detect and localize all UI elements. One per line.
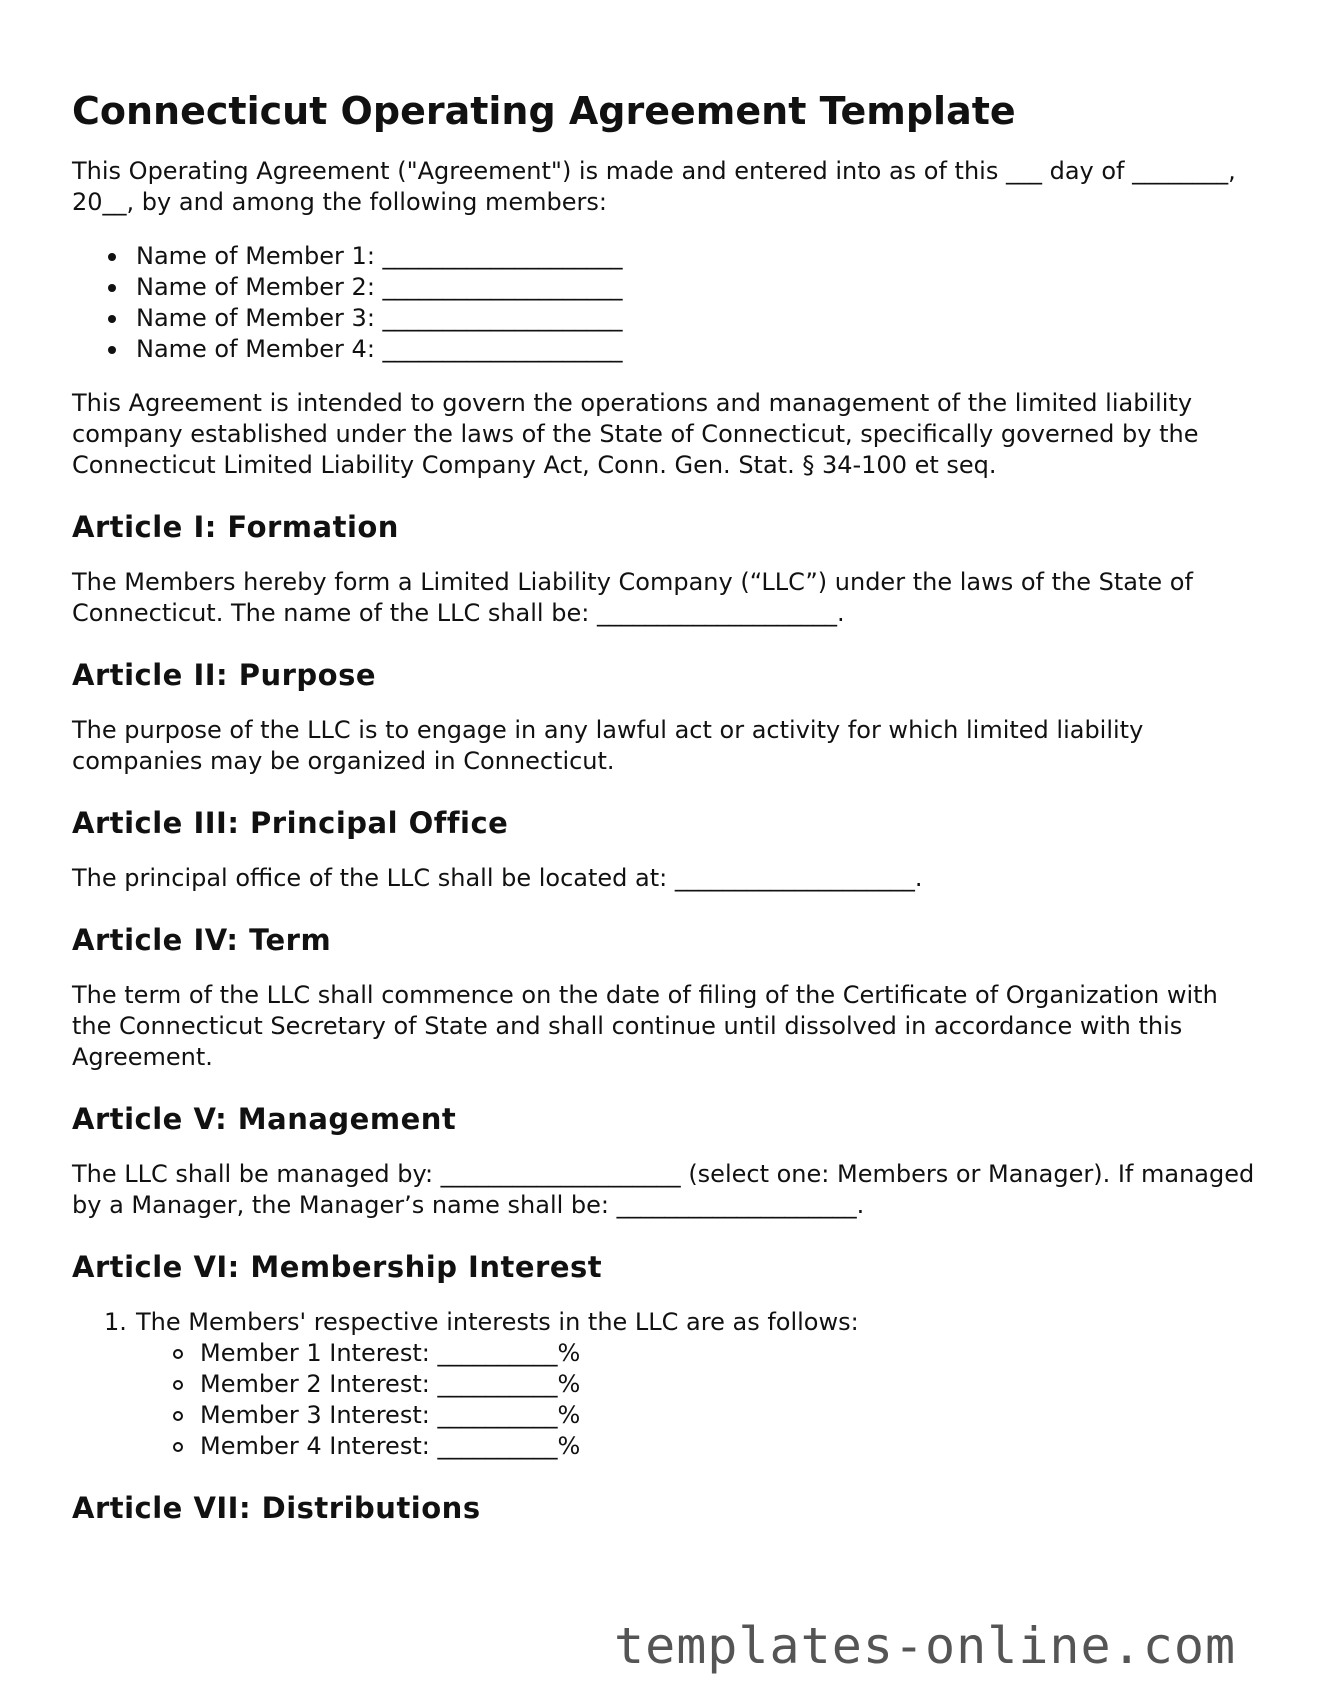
member-name-line-4: Name of Member 4: ____________________: [136, 334, 1262, 365]
article-1-heading: Article I: Formation: [72, 510, 399, 544]
article-5-heading: Article V: Management: [72, 1102, 457, 1136]
article-6-heading: Article VI: Membership Interest: [72, 1250, 603, 1284]
article-3-heading: Article III: Principal Office: [72, 806, 509, 840]
governing-law-paragraph: This Agreement is intended to govern the operations and management of the limited liability company established under the laws of the State of Connecticut, specifically governed by the Connecticut Limited Liability Company Act, Conn. Gen. Stat. § 34-100 et seq.: [72, 389, 1199, 479]
member-list: [72, 241, 1262, 365]
article-1-body: The Members hereby form a Limited Liability Company (“LLC”) under the laws of the State of Connecticut. The name of the LLC shall be: ____________________.: [72, 568, 1193, 627]
article-3-body: The principal office of the LLC shall be located at: ____________________.: [72, 864, 923, 892]
member-interest-list: [104, 1338, 1262, 1462]
interest-lead-text: The Members' respective interests in the LLC are as follows:: [136, 1308, 859, 1336]
interest-list: [72, 1307, 1262, 1462]
document-title: Connecticut Operating Agreement Template: [72, 89, 1016, 133]
member-interest-line-4: Member 4 Interest: __________%: [200, 1431, 1262, 1462]
member-name-line-3: Name of Member 3: ____________________: [136, 303, 1262, 334]
article-2-heading: Article II: Purpose: [72, 658, 377, 692]
member-name-line-2: Name of Member 2: ____________________: [136, 272, 1262, 303]
member-interest-line-2: Member 2 Interest: __________%: [200, 1369, 1262, 1400]
article-4-body: The term of the LLC shall commence on the date of filing of the Certificate of Organization with the Connecticut Secretary of State and shall continue until dissolved in accordance with this Agreement.: [72, 981, 1218, 1071]
intro-paragraph: This Operating Agreement ("Agreement") is made and entered into as of this ___ day of ________, 20__, by and among the following members:: [72, 157, 1236, 216]
article-4-heading: Article IV: Term: [72, 923, 332, 957]
article-5-body: The LLC shall be managed by: ____________________ (select one: Members or Manager). If managed by a Manager, the Manager’s name shall be: ____________________.: [72, 1160, 1255, 1219]
interest-item-number: 1.: [104, 1308, 127, 1336]
site-watermark: templates-online.com: [614, 1617, 1237, 1675]
article-7-heading: Article VII: Distributions: [72, 1491, 481, 1525]
member-interest-line-1: Member 1 Interest: __________%: [200, 1338, 1262, 1369]
document-page: [72, 86, 1262, 1548]
interest-list-item: [104, 1307, 1262, 1462]
member-name-line-1: Name of Member 1: ____________________: [136, 241, 1262, 272]
member-interest-line-3: Member 3 Interest: __________%: [200, 1400, 1262, 1431]
article-2-body: The purpose of the LLC is to engage in any lawful act or activity for which limited liability companies may be organized in Connecticut.: [72, 716, 1144, 775]
